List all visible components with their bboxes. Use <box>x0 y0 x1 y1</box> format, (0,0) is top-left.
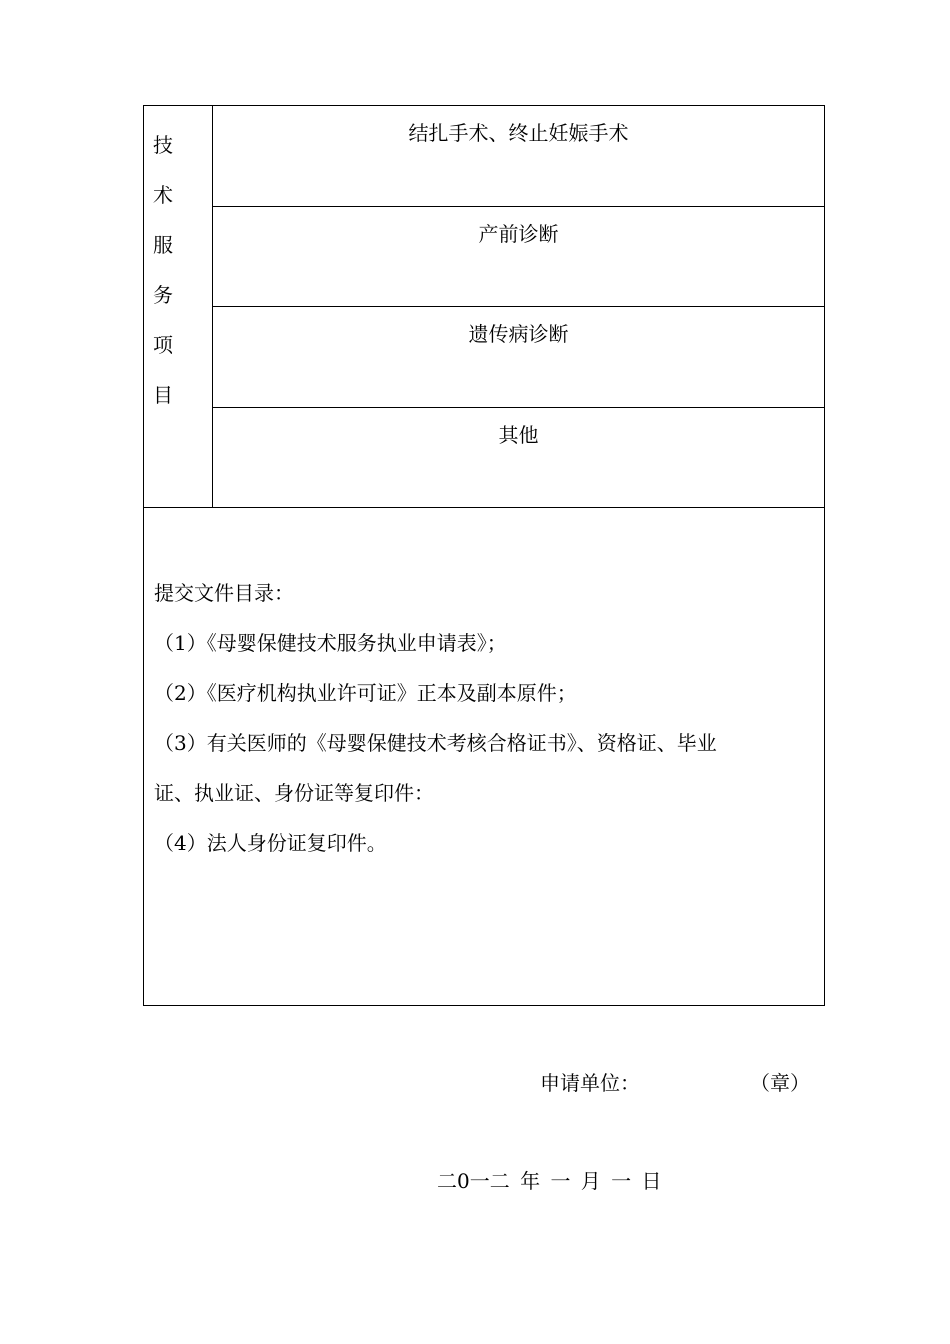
service-row-1 <box>144 106 825 207</box>
header-char: 技 <box>153 133 173 157</box>
files-list-item: （2）《医疗机构执业许可证》正本及副本原件； <box>154 681 577 705</box>
header-char: 务 <box>153 283 173 307</box>
service-item-label: 其他 <box>498 422 539 447</box>
files-title: 提交文件目录： <box>154 581 294 605</box>
service-item-cell <box>213 206 825 307</box>
files-list-item: （3）有关医师的《母婴保健技术考核合格证书》、资格证、毕业 <box>154 731 717 755</box>
service-row-4 <box>144 407 825 508</box>
application-date: 二0一二 年 一 月 一 日 <box>437 1169 662 1193</box>
submitted-files-cell <box>144 508 825 1006</box>
files-list-item: 证、执业证、身份证等复印件： <box>154 781 434 805</box>
header-char: 服 <box>153 233 173 257</box>
files-row <box>144 508 825 1006</box>
service-item-cell <box>213 307 825 408</box>
service-row-3 <box>144 307 825 408</box>
applicant-line <box>540 1068 810 1098</box>
applicant-label: 申请单位： <box>540 1071 640 1095</box>
service-item-cell <box>213 106 825 207</box>
service-item-label: 结扎手术、终止妊娠手术 <box>408 121 629 145</box>
service-row-2 <box>144 206 825 307</box>
header-char: 项 <box>153 333 173 357</box>
service-items-header-cell <box>144 106 213 508</box>
submitted-files-list <box>144 508 824 868</box>
header-char: 术 <box>153 183 173 207</box>
files-list-item: （1）《母婴保健技术服务执业申请表》； <box>154 631 507 655</box>
service-item-cell <box>213 407 825 508</box>
files-list-item: （4）法人身份证复印件。 <box>154 831 387 855</box>
service-items-header <box>144 106 212 420</box>
service-item-label: 产前诊断 <box>478 221 559 246</box>
header-char: 目 <box>153 383 173 407</box>
seal-label: （章） <box>750 1071 810 1095</box>
service-item-label: 遗传病诊断 <box>468 322 569 346</box>
application-form-table <box>143 105 825 1006</box>
